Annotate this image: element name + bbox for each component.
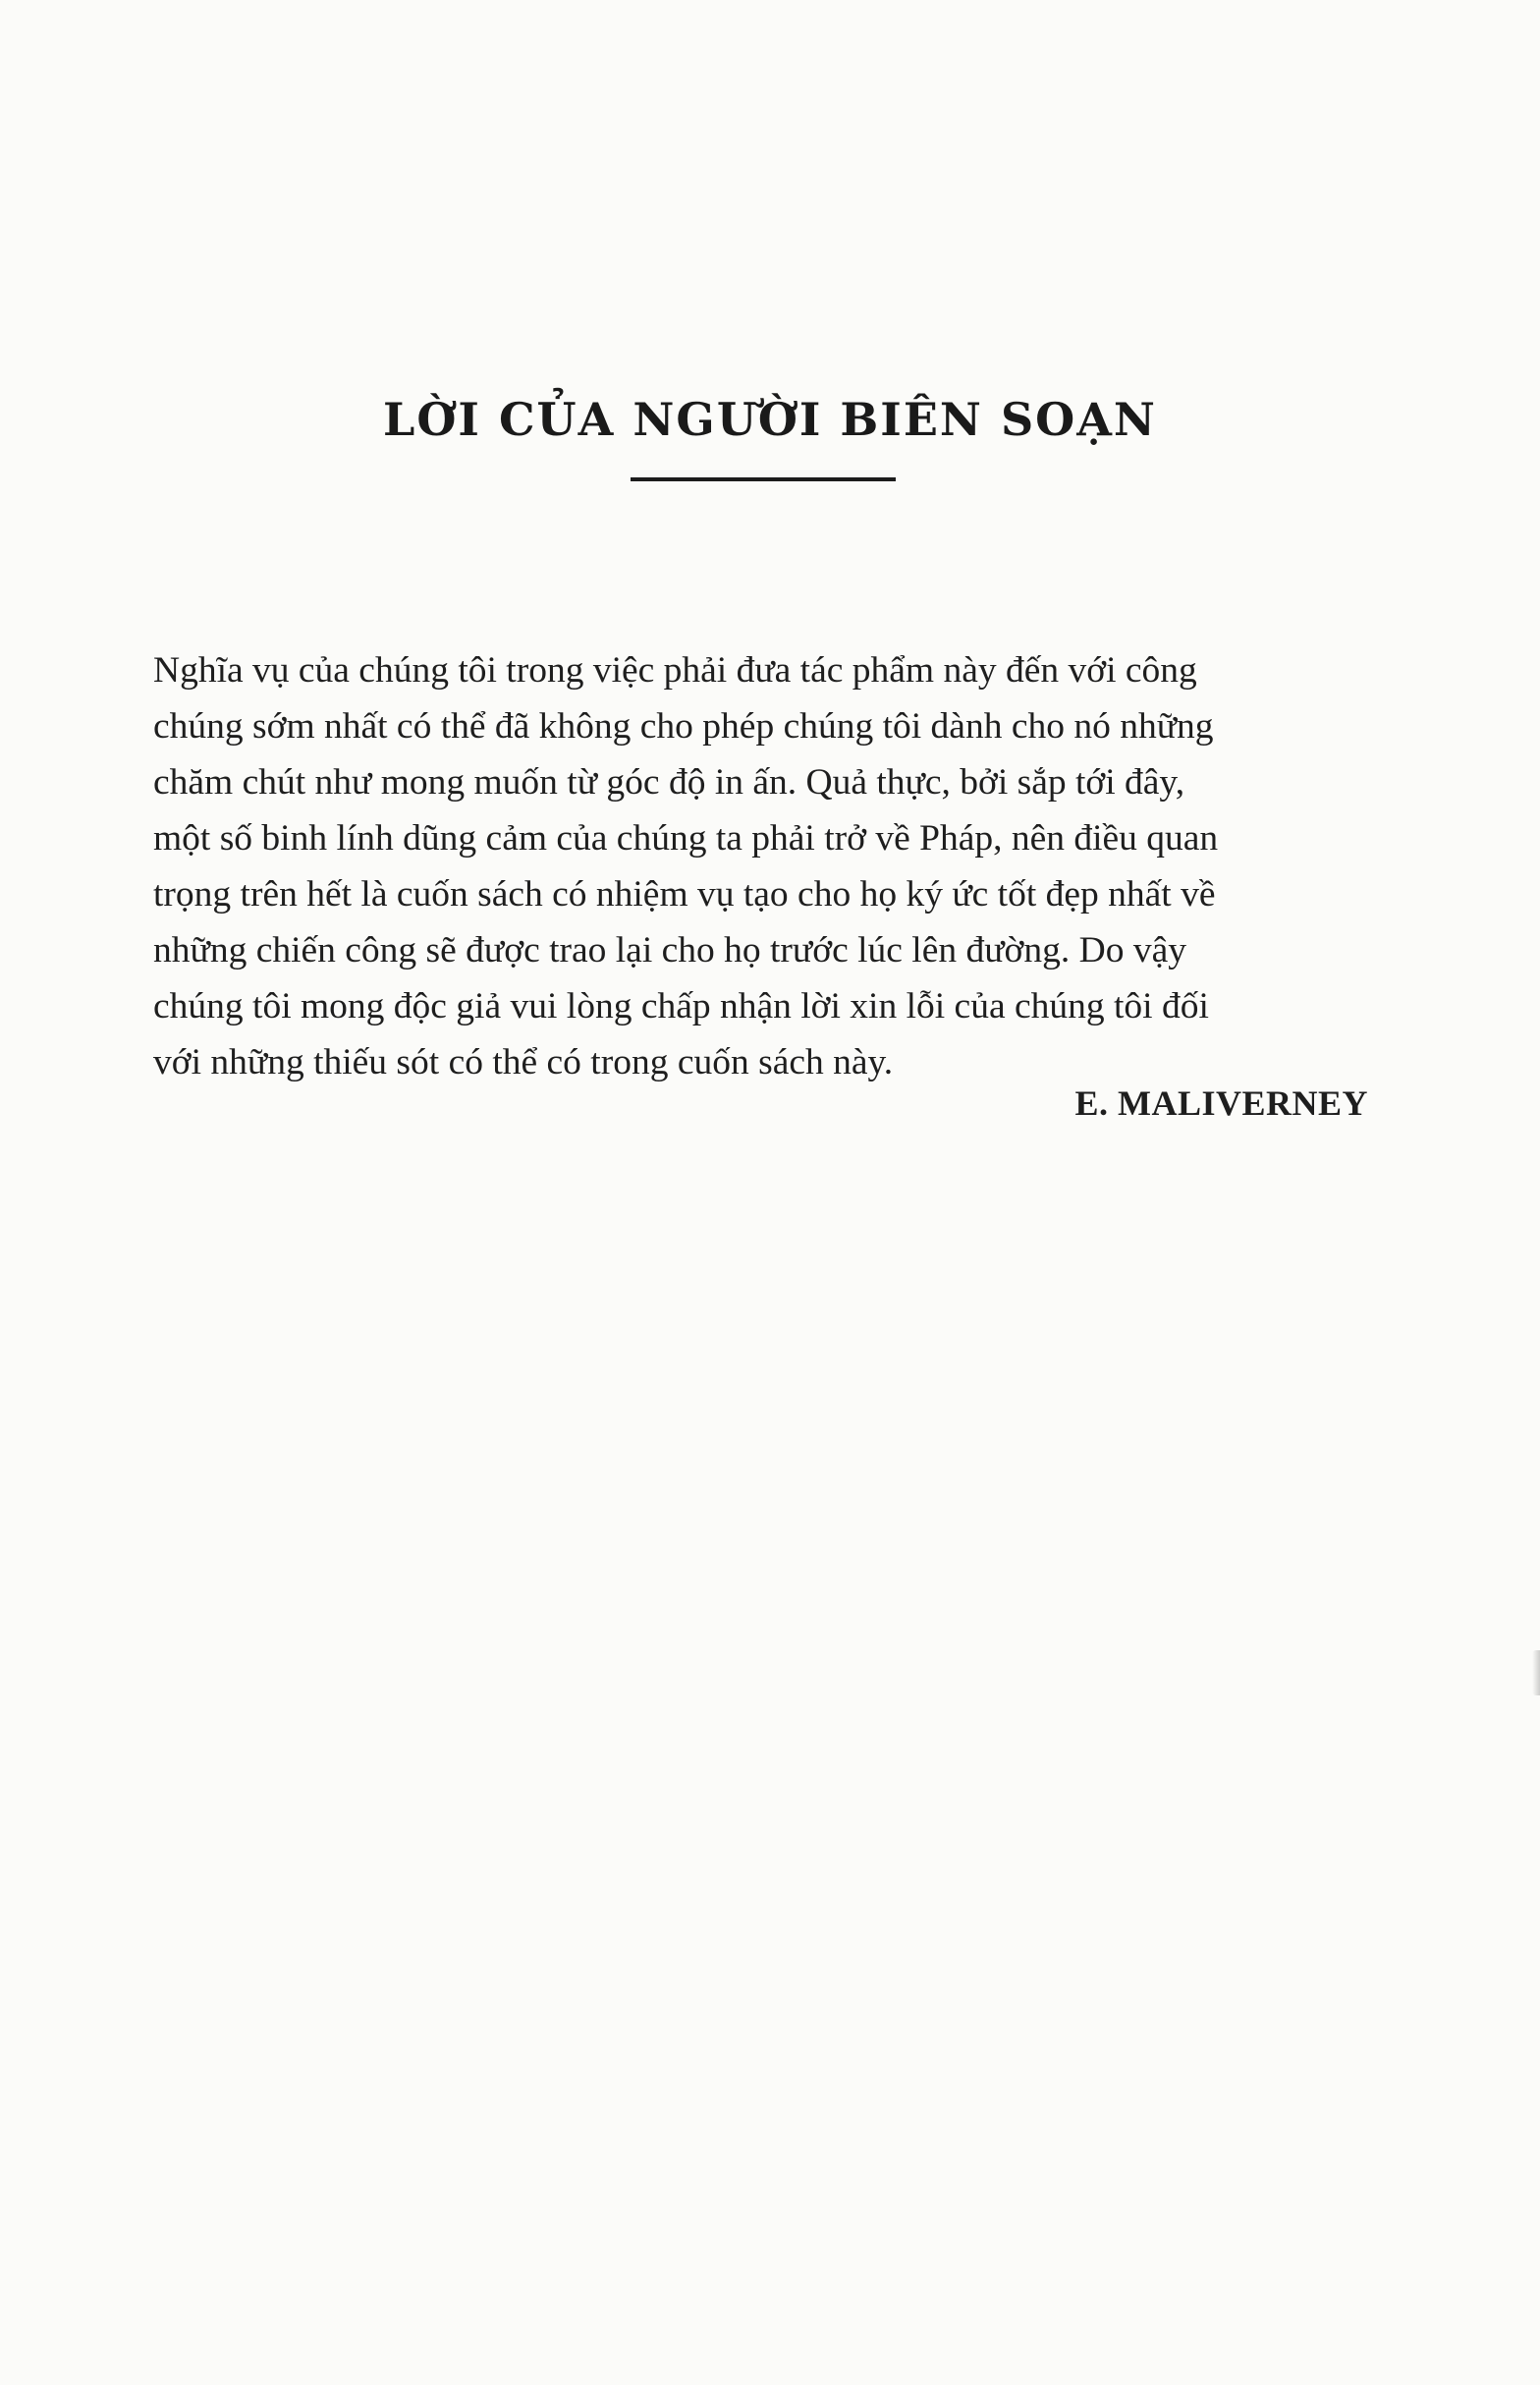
body-paragraph xyxy=(153,642,1371,1090)
body-line: những chiến công sẽ được trao lại cho họ trước lúc lên đường. Do vậy xyxy=(153,930,1186,971)
page-edge-shadow xyxy=(1532,1650,1540,1695)
body-line: một số binh lính dũng cảm của chúng ta phải trở về Pháp, nên điều quan xyxy=(153,818,1219,859)
body-line: chúng tôi mong độc giả vui lòng chấp nhận lời xin lỗi của chúng tôi đối xyxy=(153,986,1209,1026)
body-line: trọng trên hết là cuốn sách có nhiệm vụ tạo cho họ ký ức tốt đẹp nhất về xyxy=(153,874,1216,915)
body-line: với những thiếu sót có thể có trong cuốn sách này. xyxy=(153,1042,894,1082)
title-underline xyxy=(631,477,896,481)
body-line: chúng sớm nhất có thể đã không cho phép chúng tôi dành cho nó những xyxy=(153,706,1214,747)
body-line: Nghĩa vụ của chúng tôi trong việc phải đưa tác phẩm này đến với công xyxy=(153,650,1197,691)
body-line: chăm chút như mong muốn từ góc độ in ấn. Quả thực, bởi sắp tới đây, xyxy=(153,762,1185,803)
page-title: LỜI CỦA NGƯỜI BIÊN SOẠN xyxy=(383,393,1157,446)
author-signature: E. MALIVERNEY xyxy=(1074,1083,1368,1123)
